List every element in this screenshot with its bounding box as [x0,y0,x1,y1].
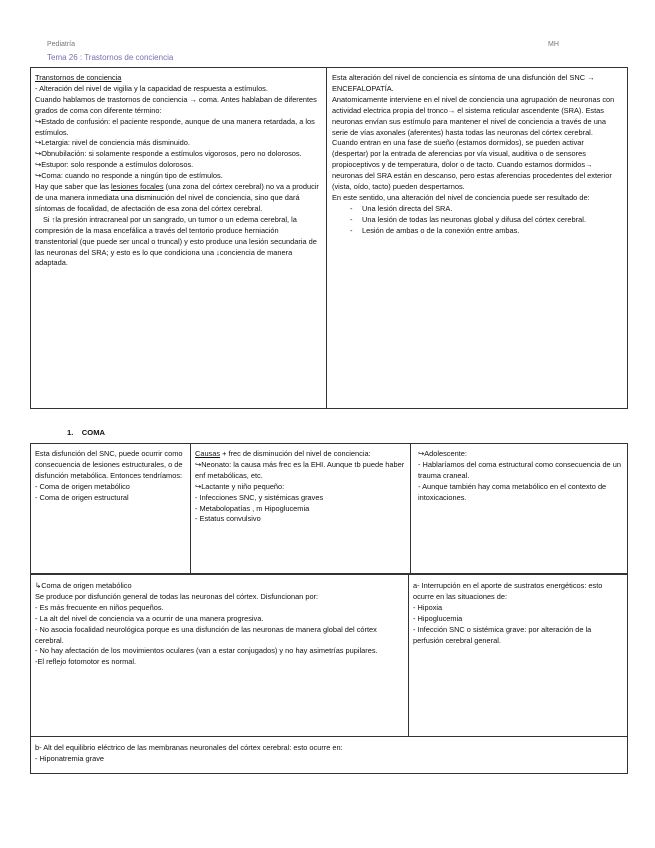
focal-lesions-term: lesiones focales [111,182,164,192]
intro-line: ↪Estupor: solo responde a estímulos dolorosos. [35,160,194,170]
coma-cell-3: ↪Adolescente: - Hablaríamos del coma estructural como consecuencia de un trauma craneal. - Aunque también hay coma metabólico en el contexto de intoxicaciones. [418,449,621,502]
sra-paragraph: Anatomicamente interviene en el nivel de conciencia una agrupación de neuronas con actividad electrica propia del tronco→ el sistema reticular ascendente (SRA). Estas neuronas envían sus estímulo para mantener el nivel de conciencia a través de una serie de vías axonales (aferentes) hasta todas las neuronas del córtex cerebral. [332,94,615,137]
coma-cell-2: Causas + frec de disminución del nivel de conciencia: ↪Neonato: la causa más frec es la EHI. Aunque tb puede haber enf metabólicas, etc. ↪Lactante y niño pequeño: - Infecciones SNC, y sistémicas graves - Metabolopatías , m Hipoglucemia - Estatus convulsivo [195,449,405,524]
metabolic-hline [30,736,628,737]
intro-divider [326,67,327,409]
sleep-paragraph: Cuando entran en una fase de sueño (estamos dormidos), se pueden activar (despertar) por la entrada de aferencias por vía visual, auditiva o de sensores propioceptivos y de temperatura, dolor o de tacto. Cuando estamos dormidos→ neuronas del SRA están en descanso, pero estas aferencias procedentes del exterior (vista, oído, tacto) pueden despertarnos. [332,138,612,192]
cause-bullet: - Una lesión de todas las neuronas global y difusa del córtex cerebral. [350,214,586,224]
intro-line: - Alteración del nivel de vigilia y la capacidad de respuesta a estímulos. [35,83,268,93]
intro-line: ↪Coma: cuando no responde a ningún tipo de estímulos. [35,171,223,181]
encephalopathy-paragraph: Esta alteración del nivel de conciencia es síntoma de una disfunción del SNC → ENCEFALOPATÍA. [332,73,595,93]
focal-paragraph: Hay que saber que las lesiones focales (una zona del córtex cerebral) no va a producir de una manera inmediata una disminución del nivel de conciencia, sino que dará síntomas de focalidad, de afectación de esa zona del córtex cerebral. [35,182,319,213]
coma-cell-1: Esta disfunción del SNC, puede ocurrir como consecuencia de lesiones estructurales, o de disfunción metabólica. Entonces tendríamos: - Coma de origen metabólico - Coma de origen estructural [35,449,183,502]
header-topic: Tema 26 : Trastornos de conciencia [47,53,174,62]
causes-label: Causas [195,449,221,458]
cause-bullet: - Una lesión directa del SRA. [350,203,453,213]
intro-right-cell [328,70,626,240]
cause-bullet: - Lesión de ambas o de la conexión entre ambas. [350,225,520,235]
header-initials: MH [548,41,559,48]
section-title: Transtornos de conciencia [35,73,122,82]
intro-line: ↪Letargia: nivel de conciencia más disminuido. [35,138,190,148]
coma-divider-2 [410,443,411,574]
intro-line: ↪Estado de confusión: el paciente responde, aunque de una manera retardada, a los estímulos. [35,116,315,137]
intro-line: Cuando hablamos de trastornos de conciencia → coma. Antes hablaban de diferentes grados de coma con diferente término: [35,94,317,115]
header-subject: Pediatría [47,41,76,48]
metabolic-bottom-cell: b- Alt del equilibrio eléctrico de las membranas neuronales del córtex cerebral: esto ocurre en: - Hiponatremia grave [35,743,343,763]
result-paragraph: En este sentido, una alteración del nivel de conciencia puede ser resultado de: [332,192,590,202]
metabolic-right-cell: a- Interrupción en el aporte de sustratos energéticos: esto ocurre en las situaciones de: - Hipoxia - Hipoglucemia - Infección SNC o sistémica grave: por alteración de la perfusión cerebral general. [413,581,603,645]
intro-line: ↪Obnubilación: si solamente responde a estímulos vigorosos, pero no dolorosos. [35,149,302,159]
metabolic-left-cell: ↳Coma de origen metabólico Se produce por disfunción general de todas las neuronas del córtex. Disfuncionan por: - Es más frecuente en niños pequeños. - La alt del nivel de conciencia va a ocurrir de una manera progresiva. - No asocia focalidad neurológica porque es una disfunción de las neuronas de manera global del córtex cerebral. - No hay afectación de los movimientos oculares (van a estar conjugados) y no hay asimetrías pupilares. -El reflejo fotomotor es normal. [35,581,378,667]
section-heading: 1. COMA [67,428,105,437]
intro-left-cell [31,70,326,272]
herniation-paragraph: Si ↑la presión intracraneal por un sangrado, un tumor o un edema cerebral, la compresión de la masa encefálica a través del tentorio produce herniación transtentorial (que puede ser uncal o truncal) y esto produce una lesión secundaria de las neuronas del SRA; y esto es lo que condiciona una ↓conciencia de manera adaptada. [35,214,317,268]
